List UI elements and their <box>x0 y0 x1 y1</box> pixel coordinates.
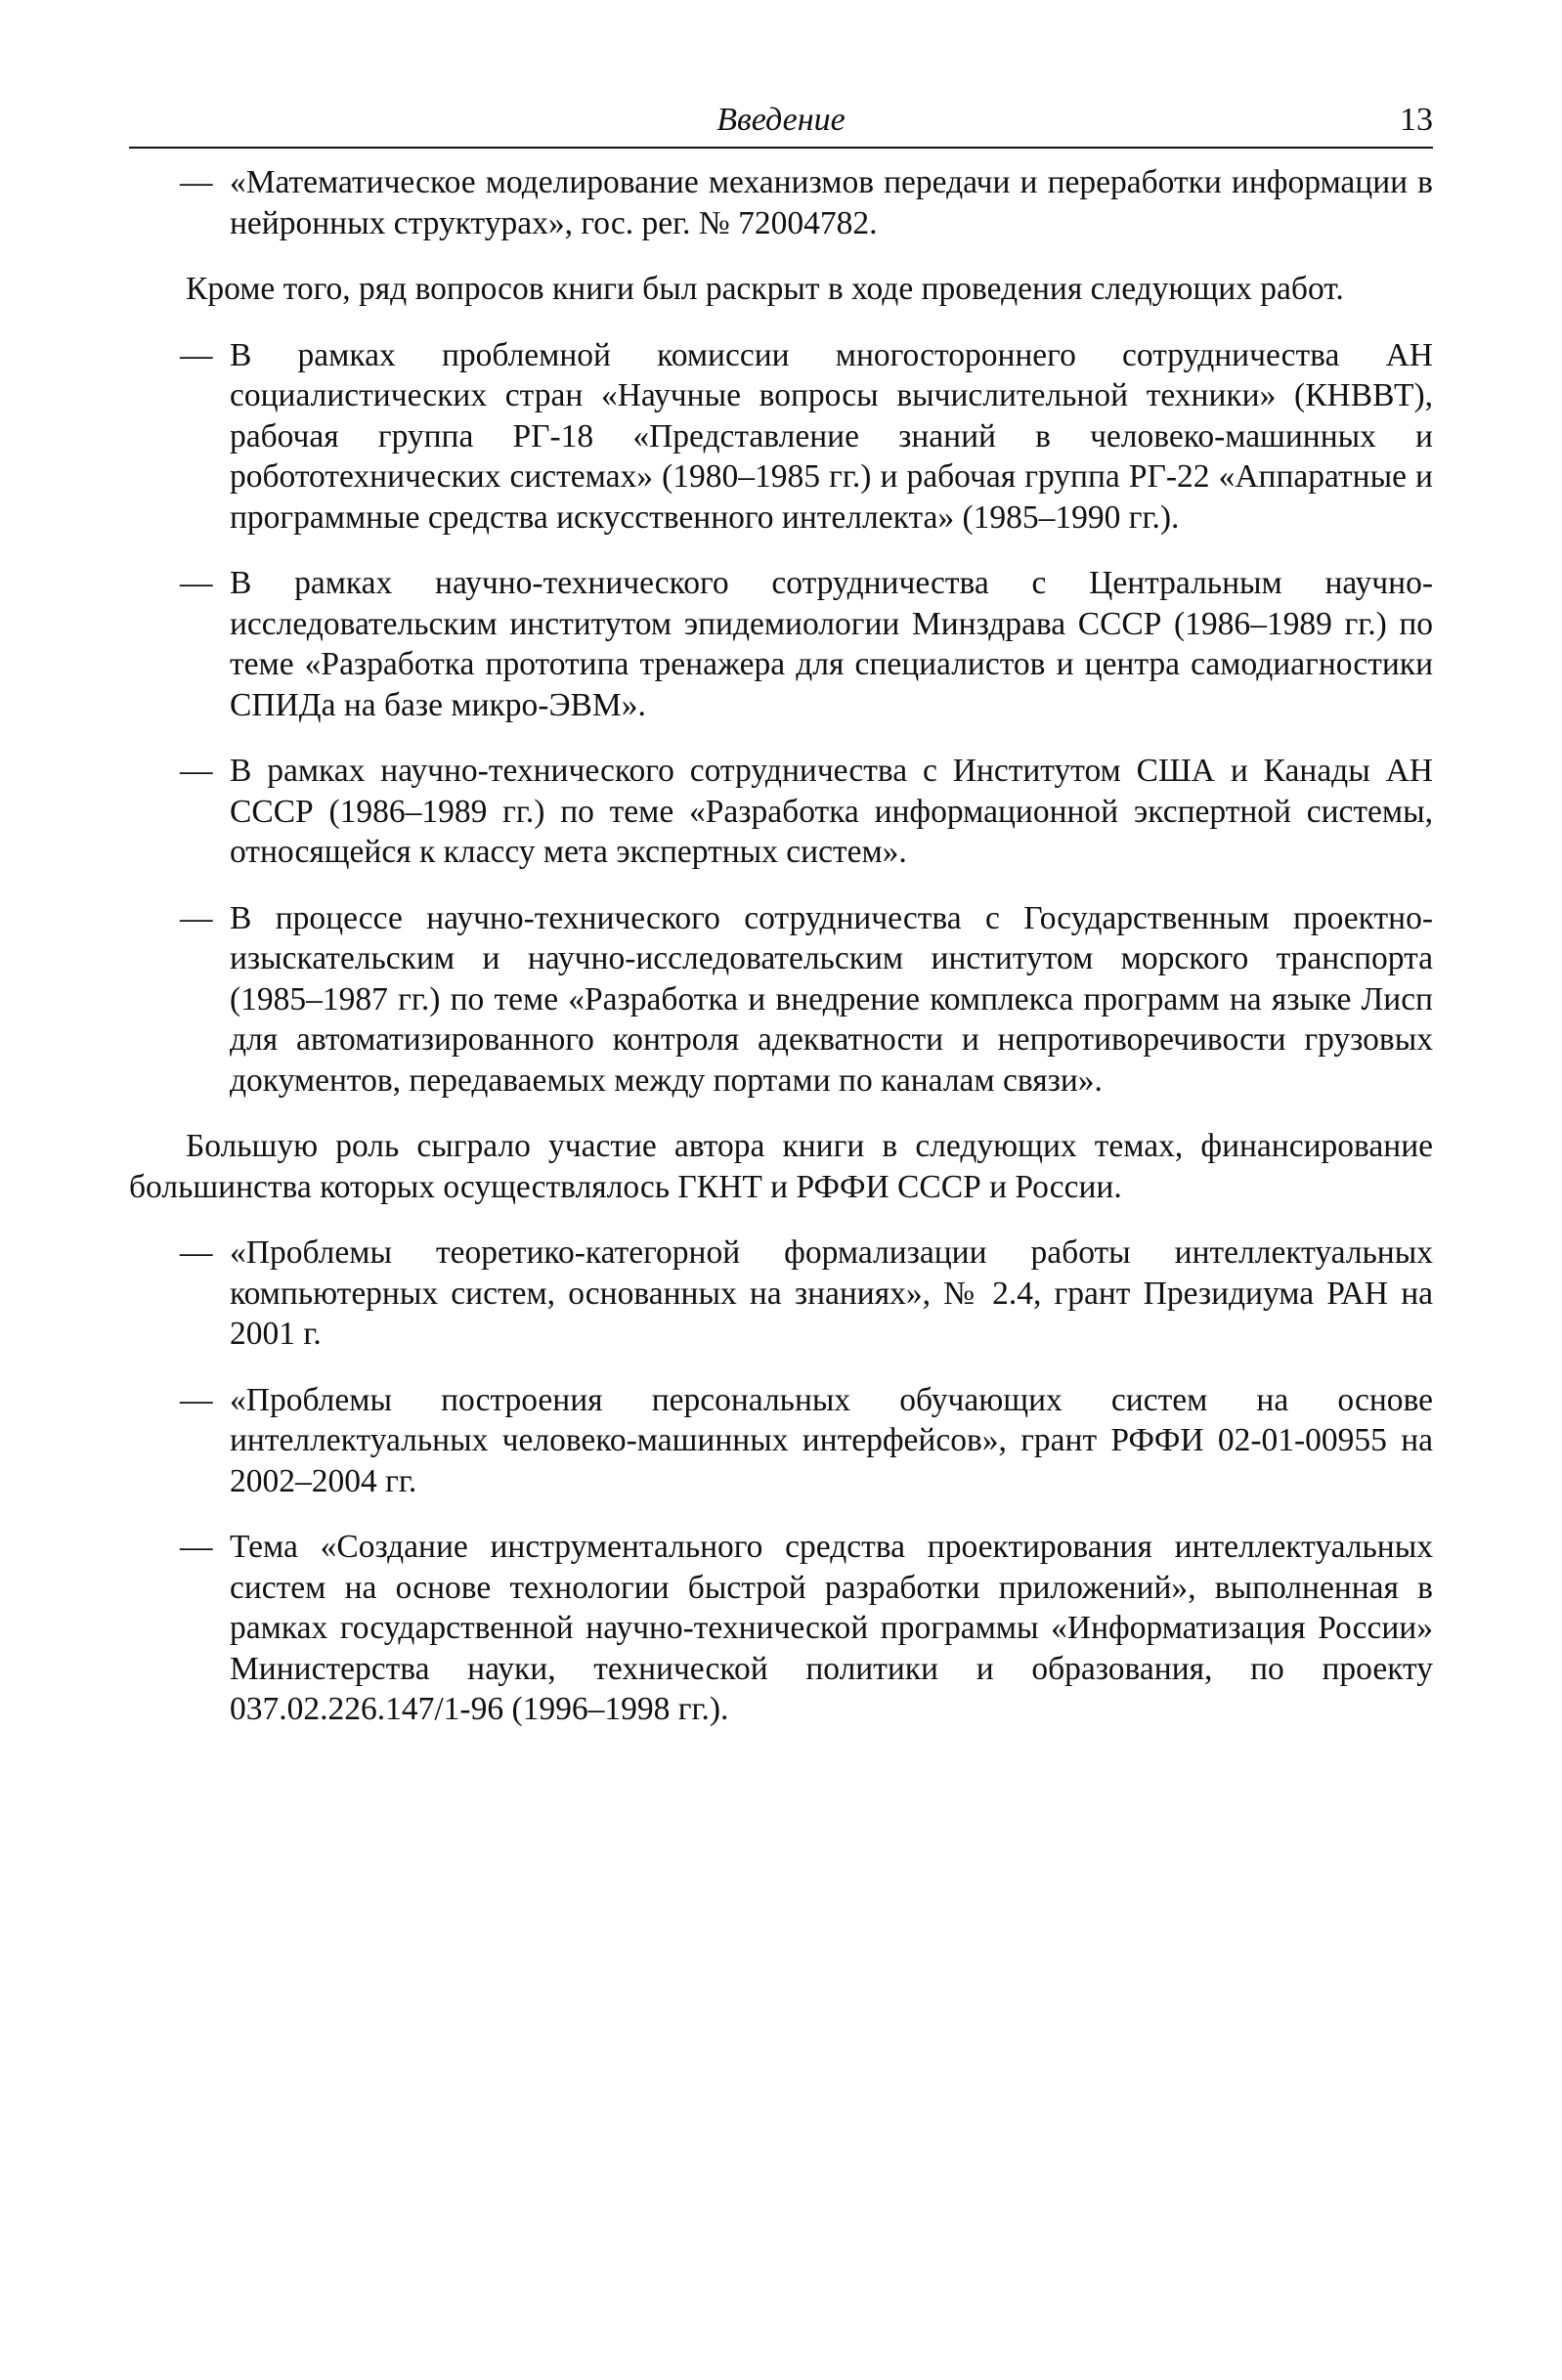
list-item-text: «Проблемы теоретико-категорной формализации работы интеллектуальных компьютерных систем, основанных на знаниях», № 2.4, грант Президиума РАН на 2001 г. <box>230 1234 1433 1352</box>
body-text <box>129 162 1433 1730</box>
em-dash: — <box>180 1381 213 1418</box>
page-number: 13 <box>1400 102 1433 138</box>
list-item <box>129 898 1433 1102</box>
running-header <box>129 98 1433 149</box>
list-item-text: «Проблемы построения персональных обучающих систем на основе интеллектуальных человеко-машинных интерфейсов», грант РФФИ 02-01-00955 на 2002–2004 гг. <box>230 1381 1433 1499</box>
paragraph: Большую роль сыграло участие автора книги в следующих темах, финансирование большинства которых осуществлялось ГКНТ и РФФИ СССР и России. <box>129 1128 1433 1205</box>
em-dash: — <box>180 899 213 936</box>
em-dash: — <box>180 565 213 601</box>
list-item <box>129 563 1433 725</box>
list-item-text: В рамках научно-технического сотрудничества с Институтом США и Канады АН СССР (1986–1989 гг.) по теме «Разработка информационной экспертной системы, относящейся к классу мета экспертных систем». <box>230 753 1433 870</box>
em-dash: — <box>180 1529 213 1565</box>
list-item <box>129 1527 1433 1730</box>
em-dash: — <box>180 164 213 200</box>
list-item <box>129 162 1433 243</box>
list-item <box>129 751 1433 873</box>
running-title: Введение <box>716 102 846 138</box>
list-item-text: «Математическое моделирование механизмов передачи и переработки информации в нейронных структурах», гос. рег. № 72004782. <box>230 164 1433 241</box>
em-dash: — <box>180 753 213 789</box>
em-dash: — <box>180 336 213 373</box>
list-item-text: Тема «Создание инструментального средства проектирования интеллектуальных систем на основе технологии быстрой разработки приложений», выполненная в рамках государственной научно-технической программы «Информатизация России» Министерства науки, технической политики и образования, по проекту 037.02.226.147/1-96 (1996–1998 гг.). <box>230 1529 1433 1727</box>
list-item-text: В рамках проблемной комиссии многостороннего сотрудничества АН социалистических стран «Научные вопросы вычислительной техники» (КНВВТ), рабочая группа РГ-18 «Представление знаний в человеко-машинных и робототехнических системах» (1980–1985 гг.) и рабочая группа РГ-22 «Аппаратные и программные средства искусственного интеллекта» (1985–1990 гг.). <box>230 336 1433 536</box>
list-item-text: В процессе научно-технического сотрудничества с Государственным проектно-изыскательским и научно-исследовательским институтом морского транспорта (1985–1987 гг.) по теме «Разработка и внедрение комплекса программ на языке Лисп для автоматизированного контроля адекватности и непротиворечивости грузовых документов, передаваемых между портами по каналам связи». <box>230 899 1433 1099</box>
paragraph: Кроме того, ряд вопросов книги был раскрыт в ходе проведения следующих работ. <box>186 271 1344 307</box>
page-content <box>129 98 1433 1730</box>
list-item <box>129 1380 1433 1502</box>
list-item <box>129 1233 1433 1355</box>
list-item-text: В рамках научно-технического сотрудничества с Центральным научно-исследовательским институтом эпидемиологии Минздрава СССР (1986–1989 гг.) по теме «Разработка прототипа тренажера для специалистов и центра самодиагностики СПИДа на базе микро-ЭВМ». <box>230 565 1433 723</box>
em-dash: — <box>180 1234 213 1271</box>
list-item <box>129 335 1433 539</box>
